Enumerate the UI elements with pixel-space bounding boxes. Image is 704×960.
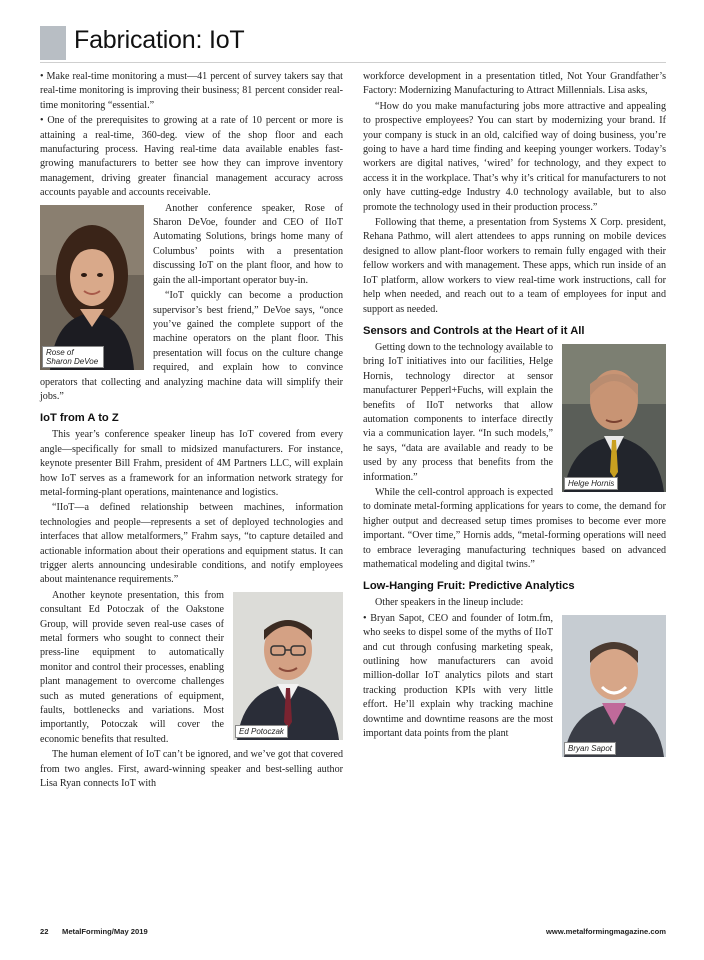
para-while: While the cell-control approach is expected to dominate metal-forming applications for years to come, the demand for higher output and decreased setup times promises to become ever more important. “Over time,” Hornis adds, “metal-forming operations will need to embrace leveraging manufacturing techniques based on advanced mathematical modeling and digital twins.” xyxy=(363,486,666,570)
section-tab xyxy=(40,26,66,60)
para-following: Following that theme, a presentation from Systems X Corp. president, Rehana Pathmo, will alert attendees to apps running on mobile devices designed to allow plant-floor workers to remain fully engaged with their fellow workers and with management. These apps, which run inside of an IoT platform, allow workers to view real-time work instructions, call for help when needed, and reach out to a team of employees for input and support as needed. xyxy=(363,217,666,315)
para-getting-down: Getting down to the technology available to bring IoT initiatives into our facilities, Helge Hornis, technology director at sensor manufacturer Pepperl+Fuchs, will explain the benefits of IIoT networks that allow automation components to interface directly via a communication layer. “In such models,” he says, “data are available and ready to be used by any process that benefits from the information.” xyxy=(363,341,553,483)
para-keynote: Another keynote presentation, this from consultant Ed Potoczak of the Oakstone Group, will provide seven real-use cases of metal formers who sought to connect their press-line equipment to automatically monitor and control their processes, enabling plant management to overcome challenges such as muted generations of equipment, faults, bottlenecks and variations. Most importantly, Potoczak will cover the economic benefits that resulted. xyxy=(40,589,224,745)
caption-sapot: Bryan Sapot xyxy=(564,742,616,755)
section-title: Fabrication: IoT xyxy=(74,26,245,54)
header-rule xyxy=(40,62,666,63)
heading-iot-a-to-z: IoT from A to Z xyxy=(40,412,119,425)
website-url: www.metalformingmagazine.com xyxy=(546,927,666,936)
caption-potoczak: Ed Potoczak xyxy=(235,725,288,738)
para-how: “How do you make manufacturing jobs more attractive and appealing to prospective employees? You can start by modernizing your brand. If your company is stuck in an old, calcified way of doing business, you’re going to have a hard time finding and keeping younger workers. Today’s workers are digital natives, ‘wired’ for technology, and they expect to access it in the workplace. That’s why it’s critical for manufacturers to not only have cutting-edge Industry 4.0 technology available, but to also promote the technology used in their production process.” xyxy=(363,100,666,213)
bullet-growth: • One of the prerequisites to growing at a rate of 10 percent or more is attaining a real-time, 360-deg. view of the shop floor and each manufacturing process. Having real-time data available enables fast-growing manufacturers to better see how they can improve inventory management, driving greater financial management accuracy across accounts payable and accounts receivable. xyxy=(40,115,343,199)
para-human-element: The human element of IoT can’t be ignored, and we’ve got that covered from two angles. First, award-winning speaker and best-selling author Lisa Ryan connects IoT with xyxy=(40,749,343,790)
photo-potoczak xyxy=(233,592,343,740)
right-column xyxy=(363,70,666,761)
heading-sensors: Sensors and Controls at the Heart of it All xyxy=(363,324,585,337)
bullet-sapot: • Bryan Sapot, CEO and founder of Iotm.fm, who seeks to dispel some of the myths of IIoT and cut through confusing marketing speak, outlining how manufacturers can avoid million-dollar IoT analytics pilots and start tracking production KPIs with very little effort. He’ll explain why tracking machine downtime and downtime reasons are the most important data points from the plant xyxy=(363,612,553,740)
para-devoe-quote: “IoT quickly can become a production supervisor’s best friend,” DeVoe says, “once you’ve gained the complete support of the machine operators on the plant floor. This presentation will focus on the culture change required, and explain how to convince operators that collecting and analyzing machine data will simplify their jobs.” xyxy=(40,290,343,402)
caption-devoe: Rose of Sharon DeVoe xyxy=(42,346,104,368)
portrait-man-smiling-image xyxy=(562,615,666,757)
para-devoe: Another conference speaker, Rose of Sharon DeVoe, founder and CEO of IIoT Automating Solutions, brings home many of Columbus’ points with a presentation discussing IoT on the plant floor, and how to gain the all-important operator buy-in. xyxy=(153,202,343,286)
magazine-issue: MetalForming/May 2019 xyxy=(62,927,148,936)
para-workforce: workforce development in a presentation titled, Not Your Grandfather’s Factory: Modernizing Manufacturing to Attract Millennials. Lisa asks, xyxy=(363,71,666,97)
left-column xyxy=(40,70,343,793)
heading-low-hanging-fruit: Low-Hanging Fruit: Predictive Analytics xyxy=(363,580,575,593)
para-iiot-quote: “IIoT—a defined relationship between machines, information technologies and people—represents a set of deployed technologies and interfaces that allow metalformers,” Frahm says, “to capture detailed and actionable information about their operations and equipment status. It can trigger alerts announcing undesirable conditions, and notify employees about maintenance requirements.” xyxy=(40,502,343,586)
page-number: 22 xyxy=(40,927,49,936)
photo-hornis xyxy=(562,344,666,492)
bullet-realtime: • Make real-time monitoring a must—41 percent of survey takers say that real-time monitoring is improving their business; 81 percent consider real-time monitoring “essential.” xyxy=(40,71,343,111)
photo-sapot xyxy=(562,615,666,757)
para-other-speakers: Other speakers in the lineup include: xyxy=(375,597,524,609)
portrait-man-bald-image xyxy=(562,344,666,492)
portrait-man-glasses-image xyxy=(233,592,343,740)
caption-hornis: Helge Hornis xyxy=(564,477,618,490)
photo-devoe xyxy=(40,205,144,370)
para-conference: This year’s conference speaker lineup has IoT covered from every angle—specifically for small to midsized manufacturers. For instance, keynote presenter Bill Frahm, president of 4M Partners LLC, will explain how IoT serves as a framework for an information network strategy for metal-forming-plant operations, maintenance and logistics. xyxy=(40,429,343,498)
